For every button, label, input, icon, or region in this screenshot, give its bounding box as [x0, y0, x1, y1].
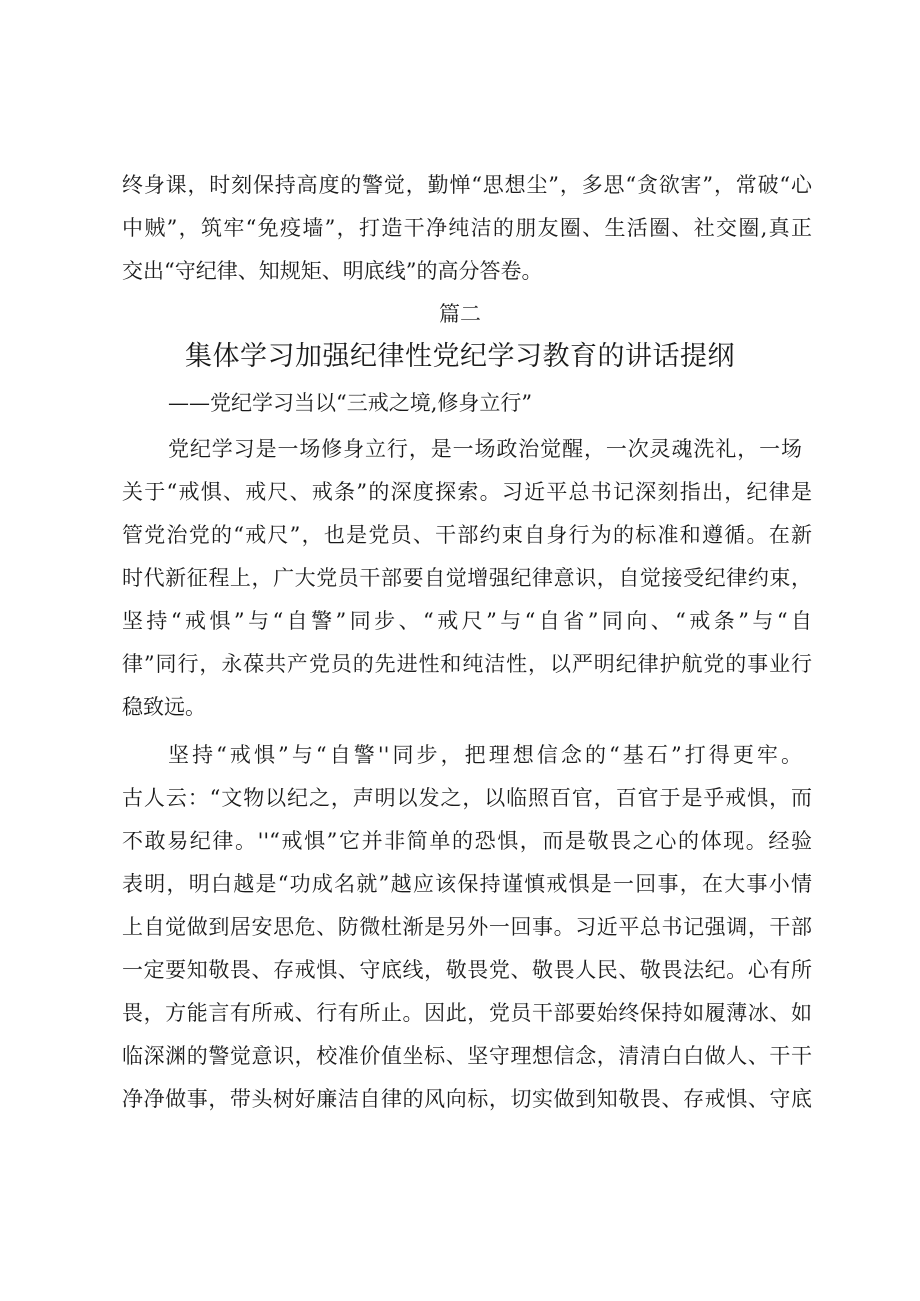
paragraph-2-line: 表明，明白越是“功成名就”越应该保持谨慎戒惧是一回事，在大事小情 — [122, 872, 812, 896]
paragraph-1-line: 律”同行，永葆共产党员的先进性和纯洁性，以严明纪律护航党的事业行 — [122, 652, 812, 676]
paragraph-1-line: 时代新征程上，广大党员干部要自觉增强纪律意识，自觉接受纪律约束， — [122, 566, 812, 590]
paragraph-1-line: 关于“戒惧、戒尺、戒条”的深度探索。习近平总书记深刻指出，纪律是 — [122, 480, 812, 504]
paragraph-2-line: 临深渊的警觉意识，校准价值坐标、坚守理想信念，清清白白做人、干干 — [122, 1044, 812, 1068]
paragraph-1-line: 坚持“戒惧”与“自警”同步、“戒尺”与“自省”同向、“戒条”与“自 — [122, 609, 812, 633]
paragraph-2-line: 不敢易纪律。''“戒惧”它并非简单的恐惧，而是敬畏之心的体现。经验 — [122, 829, 812, 853]
paragraph-2-line: 坚持“戒惧”与“自警''同步，把理想信念的“基石”打得更牢。 — [168, 743, 802, 767]
paragraph-1-line: 管党治党的“戒尺”，也是党员、干部约束自身行为的标准和遵循。在新 — [122, 523, 812, 547]
top-paragraph-line: 终身课，时刻保持高度的警觉，勤惮“思想尘”，多思“贪欲害”，常破“心 — [122, 173, 812, 197]
paragraph-1-line: 党纪学习是一场修身立行，是一场政治觉醒，一次灵魂洗礼，一场 — [168, 437, 802, 461]
paragraph-2-line: 一定要知敬畏、存戒惧、守底线，敬畏党、敬畏人民、敬畏法纪。心有所 — [122, 958, 812, 982]
paragraph-1-line: 稳致远。 — [122, 695, 206, 719]
section-subtitle: ——党纪学习当以“三戒之境,修身立行” — [168, 391, 533, 415]
section-label: 篇二 — [439, 302, 481, 326]
paragraph-2-line: 净净做事，带头树好廉洁自律的风向标，切实做到知敬畏、存戒惧、守底 — [122, 1087, 812, 1111]
top-paragraph-line: 中贼”，筑牢“免疫墙”，打造干净纯洁的朋友圈、生活圈、社交圈,真正 — [122, 216, 812, 240]
paragraph-2-line: 古人云：“文物以纪之，声明以发之，以临照百官，百官于是乎戒惧，而 — [122, 786, 812, 810]
paragraph-2-line: 畏，方能言有所戒、行有所止。因此，党员干部要始终保持如履薄冰、如 — [122, 1001, 812, 1025]
paragraph-2-line: 上自觉做到居安思危、防微杜渐是另外一回事。习近平总书记强调，干部 — [122, 915, 812, 939]
top-paragraph-line: 交出“守纪律、知规矩、明底线”的高分答卷。 — [122, 259, 543, 283]
section-title: 集体学习加强纪律性党纪学习教育的讲话提纲 — [185, 341, 735, 372]
